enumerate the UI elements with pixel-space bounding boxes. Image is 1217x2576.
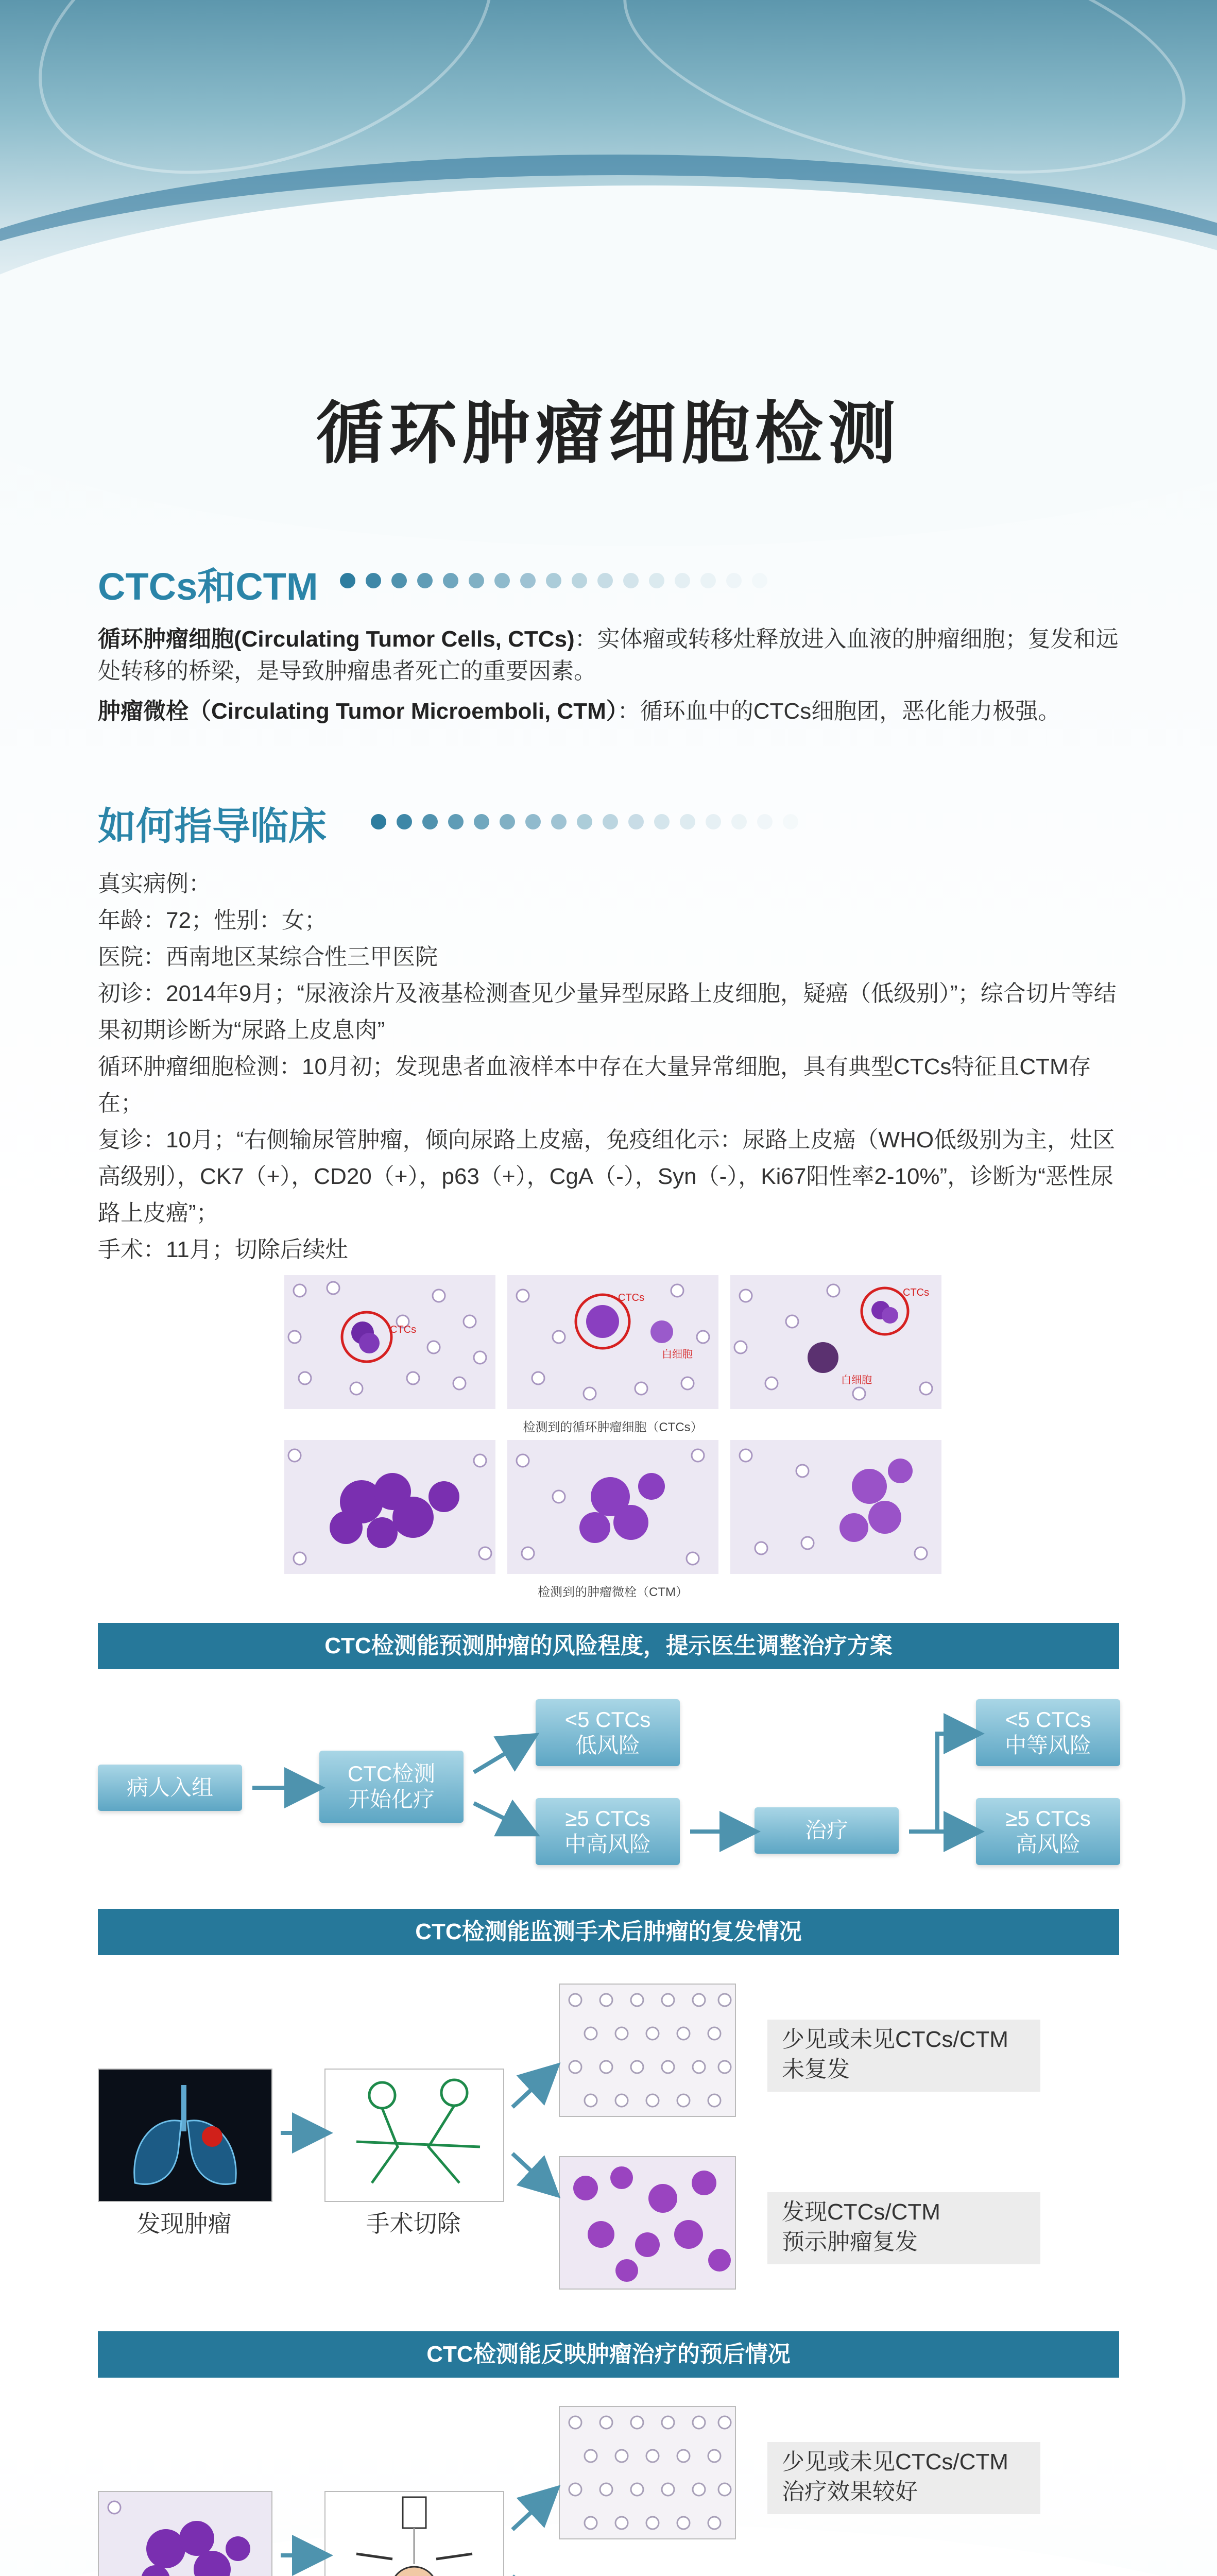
definition-ctcs-text: ：实体瘤或转移灶释放进入血液的肿瘤细胞；复发和远处转移的桥梁，是导致肿瘤患者死亡的重要因素。 (98, 626, 1119, 684)
case-line: 循环肿瘤细胞检测：10月初；发现患者血液样本中存在大量异常细胞，具有典型CTCs特征且CTM存在； (98, 1054, 1091, 1116)
flow-box-text: 病人入组 (126, 1775, 213, 1800)
note-line: 治疗效果较好 (782, 2479, 918, 2504)
definition-ctm-text: ：循环血中的CTCs细胞团，恶化能力极强。 (617, 699, 1061, 724)
flow1-arrows (0, 1674, 1217, 1906)
caption-ctm: 检测到的肿瘤微栓（CTM） (538, 1585, 688, 1599)
wbc-label: 白细胞 (662, 1349, 693, 1360)
flow-box-text: <5 CTCs (1005, 1707, 1091, 1732)
label-surgery: 手术切除 (366, 2210, 461, 2237)
definition-ctcs-term: 循环肿瘤细胞(Circulating Tumor Cells, CTCs) (98, 626, 575, 652)
caption-ctc: 检测到的循环肿瘤细胞（CTCs） (523, 1420, 703, 1434)
ctcs-label: CTCs (903, 1287, 930, 1298)
ctm-micrograph (284, 1440, 495, 1574)
ctc-micrograph (284, 1275, 495, 1409)
section-heading-clinical: 如何指导临床 (98, 805, 327, 848)
flow-box-text: 中高风险 (564, 1832, 651, 1856)
flow-box-text: 高风险 (1015, 1832, 1081, 1856)
heading-dots (371, 814, 798, 829)
flow-box-text: 中等风险 (1004, 1733, 1091, 1757)
header-wave (0, 185, 1217, 546)
ctm-micrograph (507, 1440, 718, 1574)
ctc-micrograph (730, 1275, 941, 1409)
note-line: 少见或未见CTCs/CTM (782, 2027, 1008, 2052)
case-line: 初诊：2014年9月；“尿液涂片及液基检测查见少量异型尿路上皮细胞，疑癌（低级别）”；综合切片等结果初期诊断为“尿路上皮息肉” (98, 981, 1117, 1043)
heading-dots (340, 573, 767, 588)
ctcs-label: CTCs (618, 1292, 645, 1303)
wbc-label: 白细胞 (841, 1375, 872, 1386)
flow-box-text: ≥5 CTCs (1005, 1806, 1091, 1831)
definition-ctm-term: 肿瘤微栓（Circulating Tumor Microemboli, CTM） (98, 699, 618, 724)
ctcs-label: CTCs (390, 1324, 417, 1335)
flow3-arrows (0, 2473, 1217, 2576)
note-line: 未复发 (782, 2057, 850, 2082)
case-line: 手术：11月；切除后续灶 (98, 1237, 348, 1262)
band-recurrence: CTC检测能监测手术后肿瘤的复发情况 (98, 1909, 1119, 1955)
definition-ctm (98, 696, 1123, 727)
flow-box-text: 开始化疗 (348, 1787, 435, 1811)
note-line: 少见或未见CTCs/CTM (782, 2449, 1008, 2475)
flow2-arrows (0, 2050, 1217, 2215)
flow-box-text: 低风险 (575, 1733, 640, 1757)
band-risk-prediction: CTC检测能预测肿瘤的风险程度，提示医生调整治疗方案 (98, 1623, 1119, 1669)
note-line: 发现CTCs/CTM (782, 2199, 940, 2225)
flow-box-text: <5 CTCs (564, 1707, 651, 1732)
definition-ctcs (98, 623, 1123, 687)
band-prognosis: CTC检测能反映肿瘤治疗的预后情况 (98, 2331, 1119, 2378)
ctc-micrograph (507, 1275, 718, 1409)
case-line: 年龄：72；性别：女； (98, 908, 327, 933)
case-line: 医院：西南地区某综合性三甲医院 (98, 944, 438, 970)
case-line: 真实病例： (98, 871, 211, 896)
flow-box-text: 治疗 (804, 1818, 848, 1842)
case-study (98, 866, 1128, 1268)
page-title: 循环肿瘤细胞检测 (316, 396, 901, 471)
flow-box-text: CTC检测 (347, 1761, 436, 1786)
flow-box-text: ≥5 CTCs (565, 1806, 650, 1831)
ctm-micrograph (730, 1440, 941, 1574)
case-line: 复诊：10月；“右侧输尿管肿瘤，倾向尿路上皮癌，免疫组化示：尿路上皮癌（WHO低级别为主，灶区高级别），CK7（+），CD20（+），p63（+），CgA（-），Syn（-），Ki67阳性率2-10%”，诊断为“恶性尿路上皮癌”； (98, 1127, 1116, 1226)
section-heading-ctcs: CTCs和CTM (98, 565, 318, 608)
note-line: 预示肿瘤复发 (782, 2229, 918, 2255)
label-find-tumor: 发现肿瘤 (136, 2210, 232, 2237)
